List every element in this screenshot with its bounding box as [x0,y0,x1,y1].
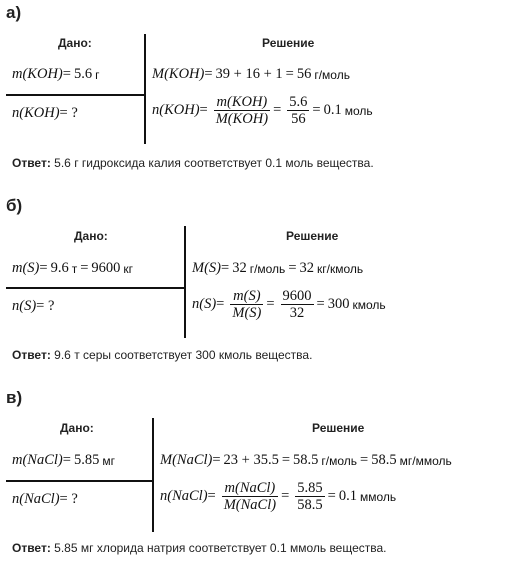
answer-text: 9.6 т серы соответствует 300 кмоль вещества. [54,348,313,362]
equals-sign: = [266,296,275,312]
section-label-b: б) [6,196,23,215]
given-divider [6,480,152,482]
solution-header: Решение [286,229,339,243]
given-unknown-lhs: n(S) [12,298,37,314]
equals-sign: = [204,66,213,82]
amount-lhs: n(KOH) [152,102,200,118]
molar-expression: 23 + 35.5 [223,452,279,468]
given-header: Дано: [74,229,108,243]
equals-sign: = [360,452,369,468]
equals-sign: = [80,260,89,276]
given-mass-value: 9.6 [50,260,69,276]
molar-value-alt: 32 [299,260,314,276]
molar-unit: г/моль [321,453,358,468]
answer-label: Ответ: [12,348,51,362]
given-mass-lhs: m(NaCl) [12,452,63,468]
given-mass-converted-unit: кг [123,261,134,276]
unknown-marker: = ? [59,105,78,121]
given-mass-converted: 9600 [91,260,121,276]
column-divider [152,418,154,532]
molar-unit: г/моль [249,261,286,276]
molar-lhs: M(NaCl) [160,452,213,468]
given-mass-value: 5.6 [73,66,93,82]
given-mass-lhs: m(KOH) [12,66,63,82]
equals-sign: = [281,452,291,468]
equals-sign: = [39,260,48,276]
equals-sign: = [316,296,325,312]
column-divider [184,226,186,338]
fraction-denominator-value: 58.5 [297,497,323,513]
fraction-denominator-value: 32 [289,305,305,321]
fraction-values [295,480,324,513]
solution-header: Решение [312,421,365,435]
given-unknown-line [12,298,57,315]
given-mass-line [12,452,118,469]
amount-line [152,94,376,127]
equals-sign: = [285,66,294,82]
answer-line [12,156,374,170]
given-mass-lhs: m(S) [12,260,40,276]
answer-text: 5.85 мг хлорида натрия соответствует 0.1 ммоль вещества. [54,541,387,555]
fraction-numerator-value: 5.85 [297,480,323,496]
equals-sign: = [62,452,71,468]
fraction-formula [214,94,270,127]
amount-line [192,288,389,321]
amount-lhs: n(S) [192,296,217,312]
equals-sign: = [62,66,71,82]
amount-result: 0.1 [323,102,342,118]
fraction-denominator: M(KOH) [215,111,269,127]
amount-unit: ммоль [359,489,397,504]
section-label-a: а) [6,3,22,22]
equals-sign: = [207,488,216,504]
given-unknown-line [12,105,81,122]
equals-sign: = [273,102,282,118]
equals-sign: = [221,260,230,276]
molar-value: 58.5 [293,452,319,468]
given-divider [6,287,184,289]
molar-mass-line [192,260,366,277]
amount-result: 300 [327,296,350,312]
molar-unit-alt: мг/ммоль [399,453,452,468]
unknown-marker: = ? [59,491,78,507]
molar-expression: 39 + 16 + 1 [215,66,283,82]
given-mass-unit: мг [102,453,115,468]
answer-label: Ответ: [12,541,51,555]
amount-unit: моль [344,103,373,118]
answer-line [12,541,387,555]
amount-unit: кмоль [352,297,386,312]
answer-line [12,348,312,362]
fraction-denominator-value: 56 [291,111,306,127]
molar-value: 32 [232,260,247,276]
given-mass-line [12,260,136,277]
fraction-formula [222,480,278,513]
amount-line [160,480,399,513]
given-header: Дано: [58,36,92,50]
amount-lhs: n(NaCl) [160,488,208,504]
equals-sign: = [312,102,321,118]
fraction-denominator: M(S) [232,305,262,321]
fraction-numerator-value: 5.6 [289,94,308,110]
column-divider [144,34,146,144]
equals-sign: = [327,488,336,504]
given-header: Дано: [60,421,94,435]
given-mass-unit: т [71,261,78,276]
molar-lhs: M(KOH) [152,66,205,82]
fraction-denominator: M(NaCl) [223,497,277,513]
molar-value: 56 [296,66,312,82]
equals-sign: = [288,260,297,276]
given-unknown-lhs: n(KOH) [12,105,60,121]
fraction-numerator-value: 9600 [282,288,312,304]
equals-sign: = [216,296,225,312]
given-unknown-lhs: n(NaCl) [12,491,60,507]
molar-unit-alt: кг/кмоль [317,261,364,276]
fraction-formula [230,288,263,321]
fraction-numerator: m(NaCl) [222,480,278,497]
given-unknown-line [12,491,81,508]
molar-unit: г/моль [314,67,350,82]
molar-mass-line [160,452,455,469]
amount-result: 0.1 [338,488,357,504]
molar-value-alt: 58.5 [371,452,397,468]
section-label-c: в) [6,388,23,407]
fraction-values [287,94,309,127]
molar-mass-line [152,66,353,83]
answer-label: Ответ: [12,156,51,170]
given-mass-line [12,66,102,83]
equals-sign: = [199,102,208,118]
given-mass-unit: г [95,67,100,82]
given-mass-value: 5.85 [73,452,100,468]
given-divider [6,94,144,96]
fraction-values [281,288,314,321]
unknown-marker: = ? [36,298,55,314]
answer-text: 5.6 г гидроксида калия соответствует 0.1 моль вещества. [54,156,374,170]
fraction-numerator: m(S) [230,288,263,305]
molar-lhs: M(S) [192,260,221,276]
solution-header: Решение [262,36,315,50]
fraction-numerator: m(KOH) [214,94,270,111]
equals-sign: = [212,452,221,468]
equals-sign: = [281,488,290,504]
